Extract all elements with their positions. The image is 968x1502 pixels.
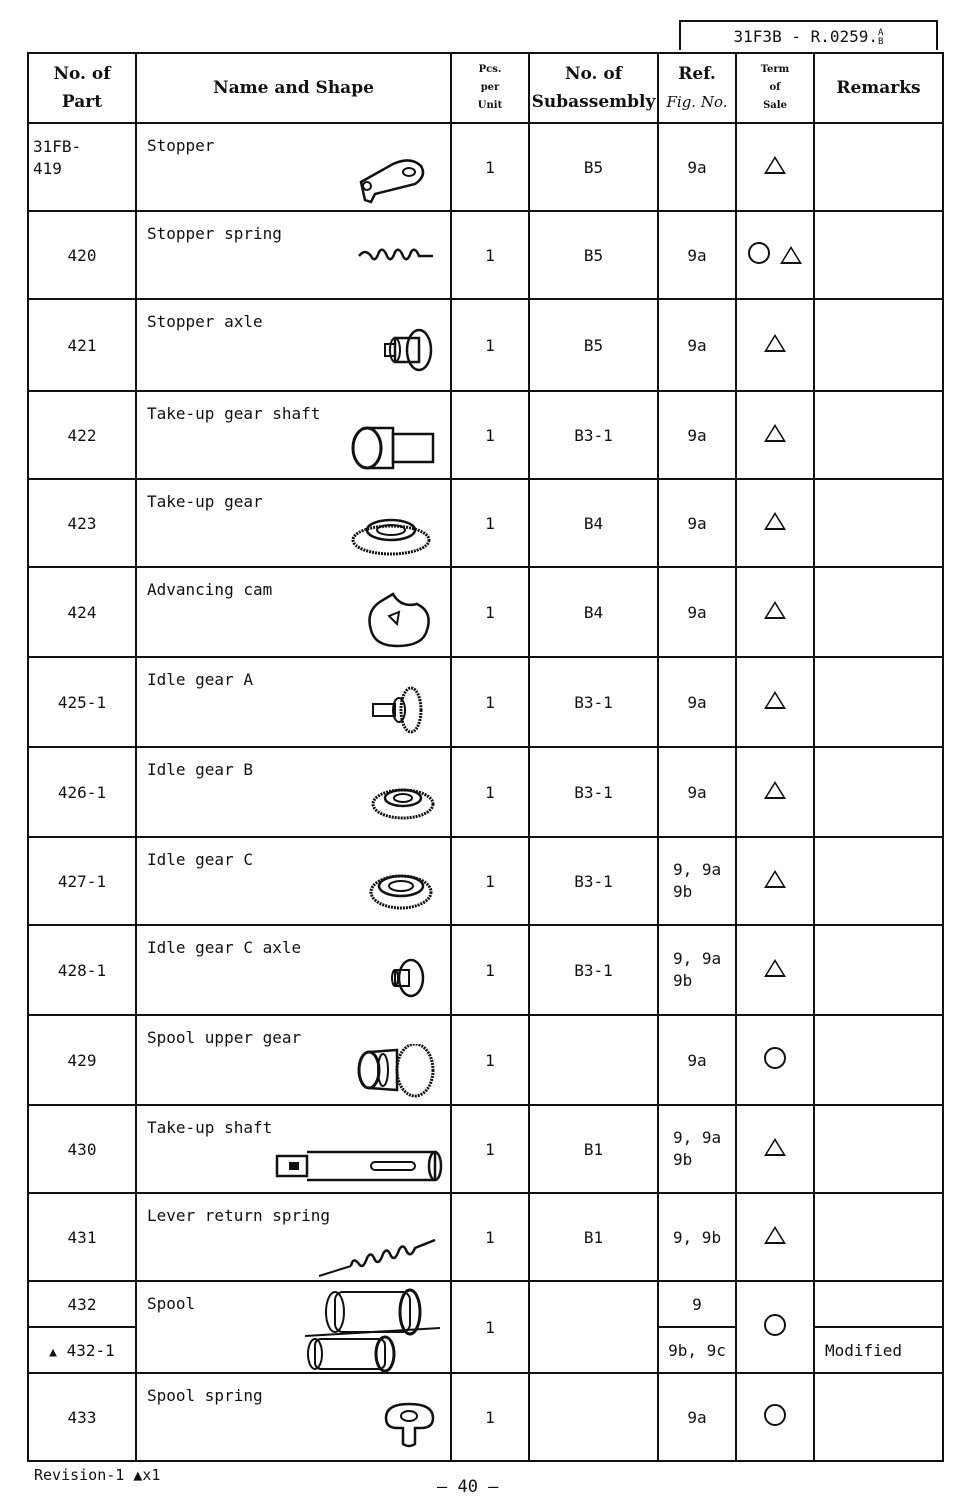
triangle-mark-icon (764, 1226, 786, 1244)
name-shape-cell (136, 299, 451, 391)
term-of-sale (736, 123, 814, 211)
subassembly: B5 (529, 299, 658, 391)
part-name: Spool spring (147, 1386, 263, 1405)
triangle-mark-icon (764, 691, 786, 709)
remarks (814, 479, 943, 567)
term-of-sale (736, 211, 814, 299)
subassembly: B4 (529, 567, 658, 657)
part-number: 31FB- 419 (28, 123, 136, 211)
pcs-per-unit: 1 (451, 391, 529, 479)
term-of-sale (736, 657, 814, 747)
part-name: Stopper axle (147, 312, 263, 331)
name-shape-cell (136, 567, 451, 657)
part-name: Idle gear A (147, 670, 253, 689)
circle-mark-icon (764, 1404, 786, 1426)
subassembly (529, 1015, 658, 1105)
remarks (814, 1105, 943, 1193)
part-name: Take-up gear (147, 492, 263, 511)
pcs-per-unit: 1 (451, 211, 529, 299)
pcs-per-unit: 1 (451, 657, 529, 747)
subassembly: B3-1 (529, 657, 658, 747)
remarks (814, 1373, 943, 1461)
pcs-per-unit: 1 (451, 1193, 529, 1281)
part-number: 421 (28, 299, 136, 391)
subassembly: B5 (529, 123, 658, 211)
spool-icon (305, 1284, 445, 1374)
name-shape-cell (136, 391, 451, 479)
remarks (814, 391, 943, 479)
pcs-per-unit: 1 (451, 1373, 529, 1461)
spool-gear-icon (357, 1044, 437, 1100)
table-row (28, 837, 943, 925)
part-name: Spool upper gear (147, 1028, 302, 1047)
part-number: 431 (28, 1193, 136, 1281)
triangle-mark-icon (764, 334, 786, 352)
term-of-sale (736, 925, 814, 1015)
table-row (28, 567, 943, 657)
subassembly: B3-1 (529, 837, 658, 925)
remarks: Modified (814, 1327, 943, 1373)
table-row (28, 1193, 943, 1281)
ref-fig: 9a (658, 479, 736, 567)
table-row (28, 925, 943, 1015)
ref-fig: 9a (658, 747, 736, 837)
subassembly (529, 1281, 658, 1373)
table-row-spool-a (28, 1281, 943, 1327)
part-name: Take-up gear shaft (147, 404, 321, 423)
remarks (814, 567, 943, 657)
pcs-per-unit: 1 (451, 479, 529, 567)
name-shape-cell (136, 1281, 451, 1373)
remarks (814, 747, 943, 837)
part-number: 426-1 (28, 747, 136, 837)
circle-mark-icon (764, 1314, 786, 1336)
name-shape-cell (136, 1373, 451, 1461)
term-of-sale (736, 837, 814, 925)
part-number: 432 (28, 1281, 136, 1327)
shaft-icon (349, 420, 439, 476)
pcs-per-unit: 1 (451, 123, 529, 211)
idle-gear-a-icon (369, 684, 427, 738)
pcs-per-unit: 1 (451, 925, 529, 1015)
term-of-sale (736, 1373, 814, 1461)
name-shape-cell (136, 657, 451, 747)
pcs-per-unit: 1 (451, 1281, 529, 1373)
pcs-per-unit: 1 (451, 747, 529, 837)
ref-fig: 9, 9a 9b (658, 925, 736, 1015)
table-row (28, 657, 943, 747)
part-name: Stopper (147, 136, 215, 155)
subassembly: B3-1 (529, 391, 658, 479)
gear-axle-icon (389, 954, 429, 1000)
term-of-sale (736, 1105, 814, 1193)
ref-fig: 9 (658, 1281, 736, 1327)
ref-fig: 9, 9a 9b (658, 837, 736, 925)
cam-icon (361, 590, 435, 650)
part-number: 428-1 (28, 925, 136, 1015)
subassembly: B1 (529, 1193, 658, 1281)
triangle-mark-icon (780, 246, 802, 264)
pcs-per-unit: 1 (451, 1105, 529, 1193)
triangle-mark-icon (764, 512, 786, 530)
remarks (814, 1015, 943, 1105)
circle-mark-icon (748, 242, 770, 264)
part-number: 422 (28, 391, 136, 479)
ref-fig: 9, 9b (658, 1193, 736, 1281)
table-row (28, 747, 943, 837)
name-shape-cell (136, 1015, 451, 1105)
page-number: — 40 — (437, 1477, 499, 1497)
table-row (28, 1373, 943, 1461)
name-shape-cell (136, 925, 451, 1015)
remarks (814, 837, 943, 925)
header-name-shape: Name and Shape (136, 53, 451, 123)
spring-icon (357, 242, 437, 268)
part-number: 427-1 (28, 837, 136, 925)
name-shape-cell (136, 837, 451, 925)
table-row (28, 479, 943, 567)
name-shape-cell (136, 747, 451, 837)
long-shaft-icon (275, 1142, 447, 1190)
part-name: Lever return spring (147, 1206, 331, 1225)
spool-spring-icon (381, 1400, 441, 1450)
remarks (814, 299, 943, 391)
term-of-sale (736, 1015, 814, 1105)
ref-fig: 9b, 9c (658, 1327, 736, 1373)
part-name: Spool (147, 1294, 196, 1313)
triangle-mark-icon (764, 424, 786, 442)
name-shape-cell (136, 123, 451, 211)
name-shape-cell (136, 479, 451, 567)
part-number: 430 (28, 1105, 136, 1193)
part-number: 424 (28, 567, 136, 657)
name-shape-cell (136, 1105, 451, 1193)
circle-mark-icon (764, 1047, 786, 1069)
subassembly: B5 (529, 211, 658, 299)
idle-gear-c-icon (369, 866, 435, 914)
subassembly: B3-1 (529, 925, 658, 1015)
revision-note: Revision-1 ▲x1 (34, 1466, 161, 1484)
remarks (814, 1281, 943, 1327)
axle-icon (381, 326, 437, 374)
ref-fig: 9a (658, 567, 736, 657)
term-of-sale (736, 299, 814, 391)
name-shape-cell (136, 1193, 451, 1281)
pcs-per-unit: 1 (451, 837, 529, 925)
triangle-mark-icon (764, 1138, 786, 1156)
triangle-mark-icon (764, 870, 786, 888)
table-row (28, 391, 943, 479)
table-row (28, 211, 943, 299)
part-name: Advancing cam (147, 580, 273, 599)
subassembly: B1 (529, 1105, 658, 1193)
triangle-mark-icon (764, 959, 786, 977)
subassembly: B4 (529, 479, 658, 567)
ref-fig: 9a (658, 211, 736, 299)
header-term-of-sale: Term of Sale (736, 53, 814, 123)
revision-triangle-icon: ▲ (133, 1466, 143, 1484)
term-of-sale (736, 479, 814, 567)
header-ref-fig: Ref. Fig. No. (658, 53, 736, 123)
table-row (28, 1105, 943, 1193)
ref-fig: 9a (658, 657, 736, 747)
pcs-per-unit: 1 (451, 567, 529, 657)
ref-fig: 9a (658, 391, 736, 479)
part-name: Idle gear B (147, 760, 253, 779)
part-name: Idle gear C axle (147, 938, 302, 957)
header-part-no: No. of Part (28, 53, 136, 123)
part-number: 429 (28, 1015, 136, 1105)
header-row (28, 53, 943, 123)
header-pcs-per-unit: Pcs. per Unit (451, 53, 529, 123)
part-name: Take-up shaft (147, 1118, 273, 1137)
remarks (814, 657, 943, 747)
gear-icon (351, 508, 433, 556)
part-number: 423 (28, 479, 136, 567)
triangle-mark-icon (764, 156, 786, 174)
remarks (814, 1193, 943, 1281)
term-of-sale (736, 391, 814, 479)
name-shape-cell (136, 211, 451, 299)
header-remarks: Remarks (814, 53, 943, 123)
table-row (28, 1015, 943, 1105)
part-number: 425-1 (28, 657, 136, 747)
table-row (28, 299, 943, 391)
part-name: Stopper spring (147, 224, 282, 243)
term-of-sale (736, 1281, 814, 1373)
pcs-per-unit: 1 (451, 299, 529, 391)
table-row (28, 123, 943, 211)
stopper-icon (353, 152, 433, 207)
part-number: 420 (28, 211, 136, 299)
term-of-sale (736, 1193, 814, 1281)
pcs-per-unit: 1 (451, 1015, 529, 1105)
ref-fig: 9a (658, 1015, 736, 1105)
part-number: ▲ 432-1 (28, 1327, 136, 1373)
ref-fig: 9a (658, 1373, 736, 1461)
triangle-mark-icon (764, 781, 786, 799)
idle-gear-b-icon (371, 778, 437, 822)
header-subassembly: No. of Subassembly (529, 53, 658, 123)
subassembly (529, 1373, 658, 1461)
subassembly: B3-1 (529, 747, 658, 837)
remarks (814, 925, 943, 1015)
ref-fig: 9a (658, 299, 736, 391)
ref-fig: 9, 9a 9b (658, 1105, 736, 1193)
term-of-sale (736, 567, 814, 657)
triangle-mark-icon (764, 601, 786, 619)
parts-table (27, 52, 944, 1462)
revision-triangle-icon: ▲ (49, 1344, 57, 1360)
lever-spring-icon (317, 1222, 439, 1282)
ref-fig: 9a (658, 123, 736, 211)
remarks (814, 211, 943, 299)
part-name: Idle gear C (147, 850, 253, 869)
term-of-sale (736, 747, 814, 837)
remarks (814, 123, 943, 211)
part-number: 433 (28, 1373, 136, 1461)
document-reference: 31F3B - R.0259.A B (679, 20, 938, 50)
